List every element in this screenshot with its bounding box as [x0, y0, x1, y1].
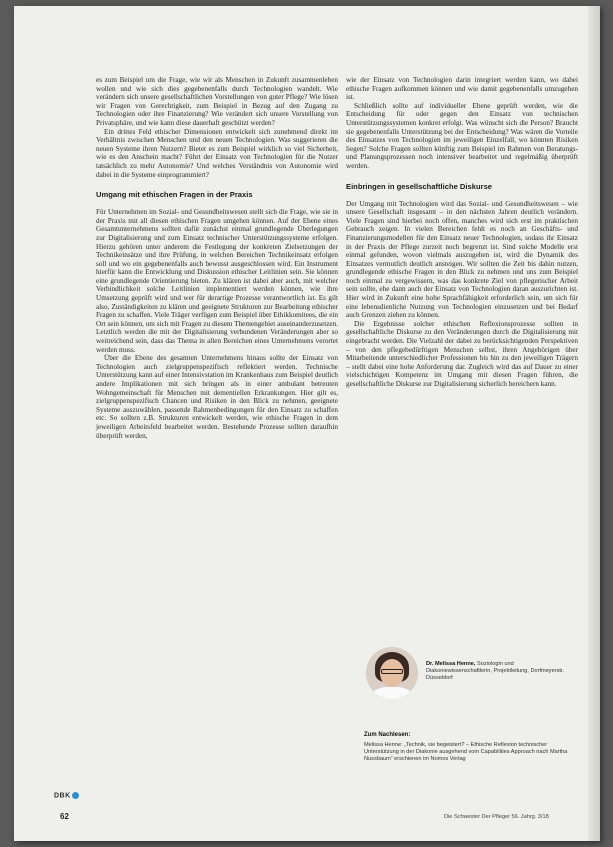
section-heading: Umgang mit ethischen Fragen in der Praxis: [96, 190, 253, 200]
author-description: Soziologin und Diakoniewissenschaftlerin, Projektleitung, Dorfmeyerstr. Düsseldorf: [426, 661, 565, 681]
section-heading: Einbringen in gesellschaftliche Diskurse: [346, 181, 493, 191]
magazine-page: [14, 6, 600, 841]
paragraph: Schließlich sollte auf individueller Ebene geprüft werden, wie die Entscheidung für oder gegen den Einsatz von technischen Unterstützungssystemen konkret erfolgt. Was wünscht sich die Person? Braucht sie gegebenenfalls Unterstützung bei der Entscheidung? Was wären die Vorteile des Einsatzes von Technologien im jeweiligen Einzelfall, wo könnten Risiken liegen? Solche Fragen sollten künftig zum Beispiel im Rahmen von Beratungs- und Planungsprozessen noch intensiver bearbeitet und regelmäßig überprüft werden.: [346, 101, 578, 170]
further-reading-heading: Zum Nachlesen:: [364, 732, 411, 738]
further-reading-text: Melissa Henne: „Technik, sie begeistert? – Ethische Reflexion technischer Unterstützung in der Diakonie ausgehend vom Capabilities Approach nach Martha Nussbaum“ erschienen im Nomos Verlag: [364, 742, 568, 762]
page-edge: [588, 6, 600, 841]
page-number: 62: [60, 812, 69, 821]
paragraph: Über die Ebene des gesamten Unternehmens hinaus sollte der Einsatz von Technologien auch zielgruppenspezifisch reflektiert werden. Technische Unterstützung kann auf einer Intensivstation im Krankenhaus zum Beispiel deutlich andere Implikationen mit sich bringen als in einer ambulant betreuten Wohngemeinschaft für Menschen mit dementiellen Erkrankungen. Hier gilt es, zielgruppenspezifisch Chancen und Risiken in den Blick zu nehmen, geeignete Systeme auszuwählen, passende Rahmenbedingungen für den Einsatz zu schaffen etc. So sollten z.B. Strukturen entwickelt werden, wie ethische Fragen in dem jeweiligen Arbeitsfeld bearbeitet werden. Bestehende Prozesse sollten daraufhin überprüft werden,: [96, 354, 338, 440]
author-name: Dr. Melissa Henne,: [426, 661, 476, 667]
right-column: [346, 76, 578, 389]
paragraph: Für Unternehmen im Sozial- und Gesundheitswesen stellt sich die Frage, wie sie in der Praxis mit all diesen ethischen Fragen umgehen können. Auf der Ebene eines Gesamtunternehmens sollten dafür zunächst einmal grundlegende Überlegungen zur Digitalisierung und zum Einsatz technischer Unterstützungssysteme erfolgen. Hierzu gehören unter anderem die Festlegung der konkreten Zielsetzungen der Technikeinsätze und ihre Prüfung, in welchen Bereichen Technikeinsatz erfolgen soll und wo ein gegebenenfalls auch bewusst ausgeschlossen wird. Ein Instrument hierfür kann die Entwicklung und Diskussion ethischer Leitlinien sein. Sie können eine grundlegende Orientierung bieten. Zu klären ist dabei aber auch, mit welcher Verbindlichkeit solche Leitlinien implementiert werden können, wie ihre Umsetzung geprüft wird und wer für derartige Prozesse verantwortlich ist. Es gilt also, Zuständigkeiten zu klären und geeignete Strukturen zur Bearbeitung ethischer Fragen zu schaffen. Viele Träger verfügen zum Beispiel über Ethikkomitees, die ein Ort sein können, um sich mit Fragen zu diesem Themengebiet auseinanderzusetzen. Letztlich werden die mit der Digitalisierung verbundenen Veränderungen aber so weitreichend sein, dass das Thema in allen Bereichen eines Unternehmens verortet werden muss.: [96, 208, 338, 354]
paragraph: Die Ergebnisse solcher ethischen Reflexionsprozesse sollten in gesellschaftliche Diskurse zu den Veränderungen durch die Digitalisierung mit eingebracht werden. Die Vielzahl der dabei zu berücksichtigenden Perspektiven – von den pflegebedürftigen Menschen selbst, ihren Angehörigen über Mitarbeitende unterschiedlicher Professionen bis hin zu den jeweiligen Trägern – stellt dabei eine hohe Anforderung dar. Zugleich wird das auf Dauer zu einer vielschichtigen Kompetenz im Umgang mit diesen Fragen führen, die gesellschaftliche Diskurse zur Digitalisierung sicherlich bereichern kann.: [346, 319, 578, 388]
publisher-logo: [54, 792, 79, 799]
journal-reference: Die Schwester Der Pfleger 56. Jahrg. 3/18: [444, 814, 549, 820]
left-column: [96, 76, 338, 440]
author-bio: [426, 661, 576, 682]
paragraph: es zum Beispiel um die Frage, wie wir als Menschen in Zukunft zusammenleben wollen und wie sich dies gegebenenfalls durch Technologien wandelt. Wie verändern sich unsere gesellschaftlichen Vorstellungen von guter Pflege? Wie lösen wir Fragen von Gerechtigkeit, zum Beispiel in Bezug auf den Zugang zu Technologien oder ihre Finanzierung? Wie verändert sich unsere Vorstellung von Privatsphäre, und wie kann diese dauerhaft geschützt werden?: [96, 76, 338, 127]
logo-text: DBK: [54, 792, 71, 800]
author-photo: [366, 647, 418, 699]
paragraph: Der Umgang mit Technologien wird das Sozial- und Gesundheitswesen – wie unsere Gesellschaft insgesamt – in den nächsten Jahren deutlich verändern. Viele Fragen sind hierbei noch offen, manches wird sich erst im praktischen Gebrauch zeigen. In vielen Bereichen fehlt es noch an Geschäfts- und Finanzierungsmodellen für den Einsatz neuer Technologien, sodass ihr Einsatz in der Praxis der Pflege zurzeit noch begrenzt ist. Sind solche Modelle erst einmal gefunden, wovon vielmals auszugehen ist, wird die Dynamik des Einsatzes vermutlich deutlich ansteigen. Wir sollten die Zeit bis dahin nutzen, grundlegende ethische Fragen in den Blick zu nehmen und uns zum Beispiel noch einmal zu vergewissern, was das konkrete Ziel von pflegerischer Arbeit sein sollte, ehe dann auch der Einsatz von Technologien daran auszurichten ist. Hier wird in Zukunft eine hohe Sprachfähigkeit erforderlich sein, um sich für eine lebensdienliche Nutzung von Technologien einzusetzen und bei Bedarf auch Grenzen ziehen zu können.: [346, 199, 578, 320]
further-reading: [364, 732, 578, 763]
paragraph: wie der Einsatz von Technologien darin integriert werden kann, wo dabei ethische Fragen aufkommen können und wie damit gegebenenfalls umzugehen ist.: [346, 76, 578, 102]
logo-circle-icon: [72, 792, 79, 799]
paragraph: Ein drittes Feld ethischer Dimensionen entwickelt sich zunehmend direkt im Verhältnis zwischen Menschen und den neuen Technologien. Was suggerieren die neuen Systeme ihren Nutzern? Bietet es zum Beispiel wirklich so viel Sicherheit, wie es den Anschein macht? Führt der Einsatz von Technologien für die Nutzer tatsächlich zu mehr Autonomie? Und welches Verständnis von Autonomie wird dabei in die Systeme einprogrammiert?: [96, 127, 338, 179]
author-box: [366, 647, 578, 705]
